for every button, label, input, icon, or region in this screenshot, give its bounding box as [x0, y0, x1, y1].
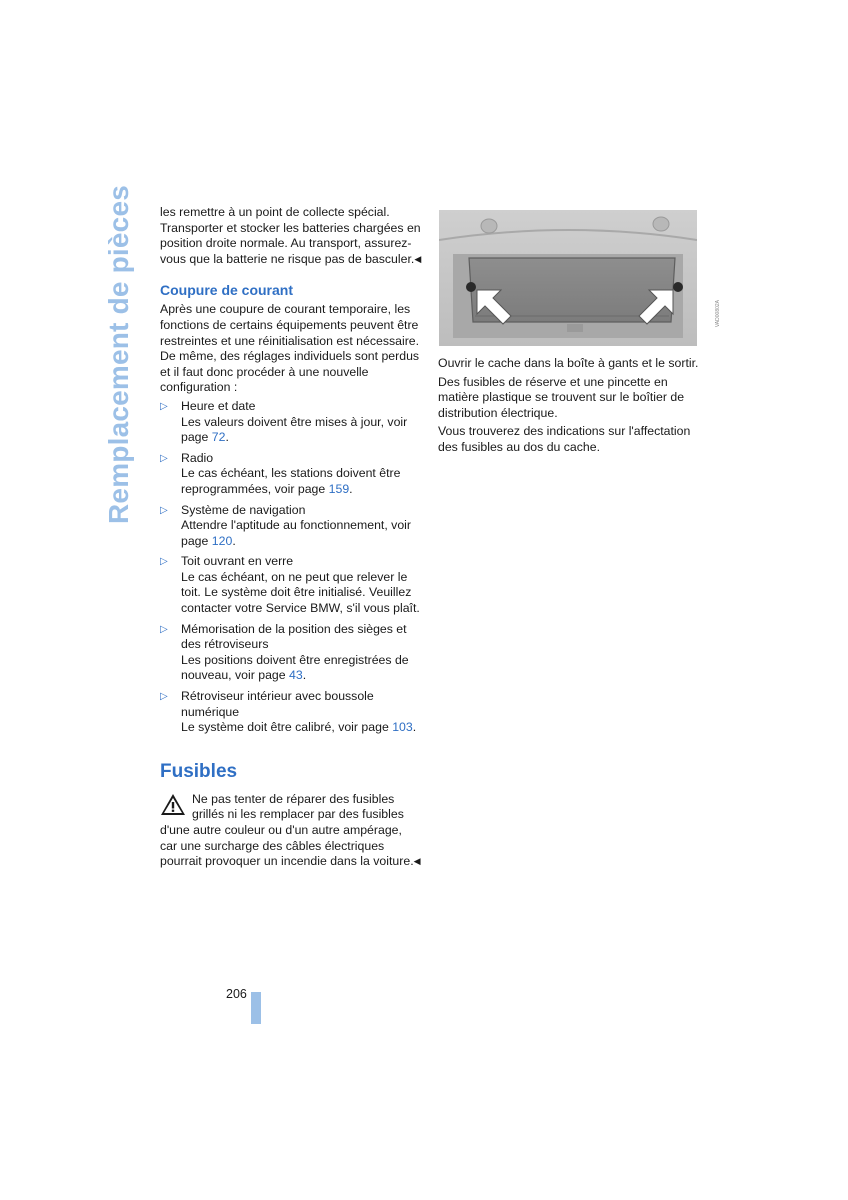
bullet-arrow-icon: ▷ — [160, 691, 168, 703]
page-number: 206 — [226, 987, 247, 1001]
figure-code: VAD00802A — [715, 300, 721, 328]
list-item-description — [181, 653, 422, 684]
list-item-description — [181, 466, 422, 497]
side-section-title: Remplacement de pièces — [103, 185, 134, 524]
list-item-description — [181, 415, 422, 446]
list-item — [160, 451, 422, 498]
list-item-description — [181, 720, 422, 736]
right-column — [438, 210, 721, 459]
list-item-title: Système de navigation — [181, 502, 306, 517]
intro-paragraph — [160, 205, 422, 267]
list-item-description — [181, 518, 422, 549]
list-item-text: Le cas échéant, on ne peut que relever le toit. Le système doit être initialisé. Veuillez contacter votre Service BMW, s'il vous plaît. — [181, 569, 420, 616]
list-item-suffix: . — [412, 720, 417, 735]
page-reference-link[interactable]: 159 — [328, 481, 350, 496]
bullet-arrow-icon: ▷ — [160, 504, 168, 516]
list-item-suffix: . — [225, 430, 229, 445]
right-paragraph-1: Ouvrir le cache dans la boîte à gants et le sortir. — [438, 356, 699, 370]
list-item-text: Le système doit être calibré, voir page — [181, 720, 393, 735]
power-cut-heading: Coupure de courant — [160, 282, 294, 299]
list-item — [160, 399, 422, 446]
reset-list — [160, 399, 422, 736]
list-item — [160, 503, 422, 550]
right-paragraph-3: Vous trouverez des indications sur l'affectation des fusibles au dos du cache. — [438, 424, 691, 454]
glovebox-cover-figure — [439, 210, 721, 346]
bullet-arrow-icon: ▷ — [160, 556, 168, 568]
list-item-title: Toit ouvrant en verre — [181, 554, 294, 569]
end-marker-icon: ◀ — [413, 856, 421, 867]
fire-warning — [160, 792, 422, 870]
warning-triangle-icon — [160, 793, 186, 816]
list-item — [160, 554, 422, 616]
power-cut-text: Après une coupure de courant temporaire, les fonctions de certains équipements peuvent être restreintes et une réinitialisation est nécessaire. De même, des réglages individuels sont perdus et il faut donc procéder à une nouvelle configuration : — [160, 302, 420, 395]
bullet-arrow-icon: ▷ — [160, 623, 168, 635]
list-item-description — [181, 570, 422, 617]
page-reference-link[interactable]: 43 — [289, 668, 303, 683]
page-reference-link[interactable]: 72 — [211, 430, 226, 445]
list-item-text: Attendre l'aptitude au fonctionnement, voir page — [181, 518, 411, 548]
list-item-title: Rétroviseur intérieur avec boussole numérique — [181, 689, 374, 719]
list-item-text: Les positions doivent être enregistrées de nouveau, voir page — [181, 652, 409, 683]
end-marker-icon: ◀ — [414, 253, 422, 264]
list-item-title: Heure et date — [181, 398, 256, 413]
page-reference-link[interactable]: 103 — [392, 720, 413, 735]
left-column — [160, 205, 422, 870]
bullet-arrow-icon: ▷ — [160, 452, 168, 464]
list-item — [160, 689, 422, 736]
list-item-suffix: . — [302, 668, 307, 683]
list-item-text: Les valeurs doivent être mises à jour, voir page — [181, 414, 408, 445]
glovebox-cover-illustration — [439, 210, 697, 346]
fuses-heading: Fusibles — [160, 760, 238, 782]
page-reference-link[interactable]: 120 — [211, 533, 233, 548]
list-item-suffix: . — [349, 481, 353, 496]
list-item-title: Radio — [181, 450, 214, 465]
list-item — [160, 622, 422, 684]
list-item-suffix: . — [232, 533, 236, 548]
warning-text: Ne pas tenter de réparer des fusibles grillés ni les remplacer par des fusibles d'une autre couleur ou d'un autre ampérage, car une surcharge des câbles électriques pourrait provoquer un incendie dans la voiture. — [160, 791, 414, 869]
bullet-arrow-icon: ▷ — [160, 400, 168, 412]
list-item-text: Le cas échéant, les stations doivent être reprogrammées, voir page — [181, 466, 401, 496]
intro-text: les remettre à un point de collecte spécial. Transporter et stocker les batteries chargées en position droite normale. Au transport, assurez-vous que la batterie ne risque pas de basculer. — [160, 205, 421, 266]
right-paragraph-2: Des fusibles de réserve et une pincette en matière plastique se trouvent sur le boîtier de distribution électrique. — [438, 374, 685, 420]
list-item-title: Mémorisation de la position des sièges et des rétroviseurs — [181, 621, 407, 652]
page-marker-bar — [251, 992, 261, 1024]
